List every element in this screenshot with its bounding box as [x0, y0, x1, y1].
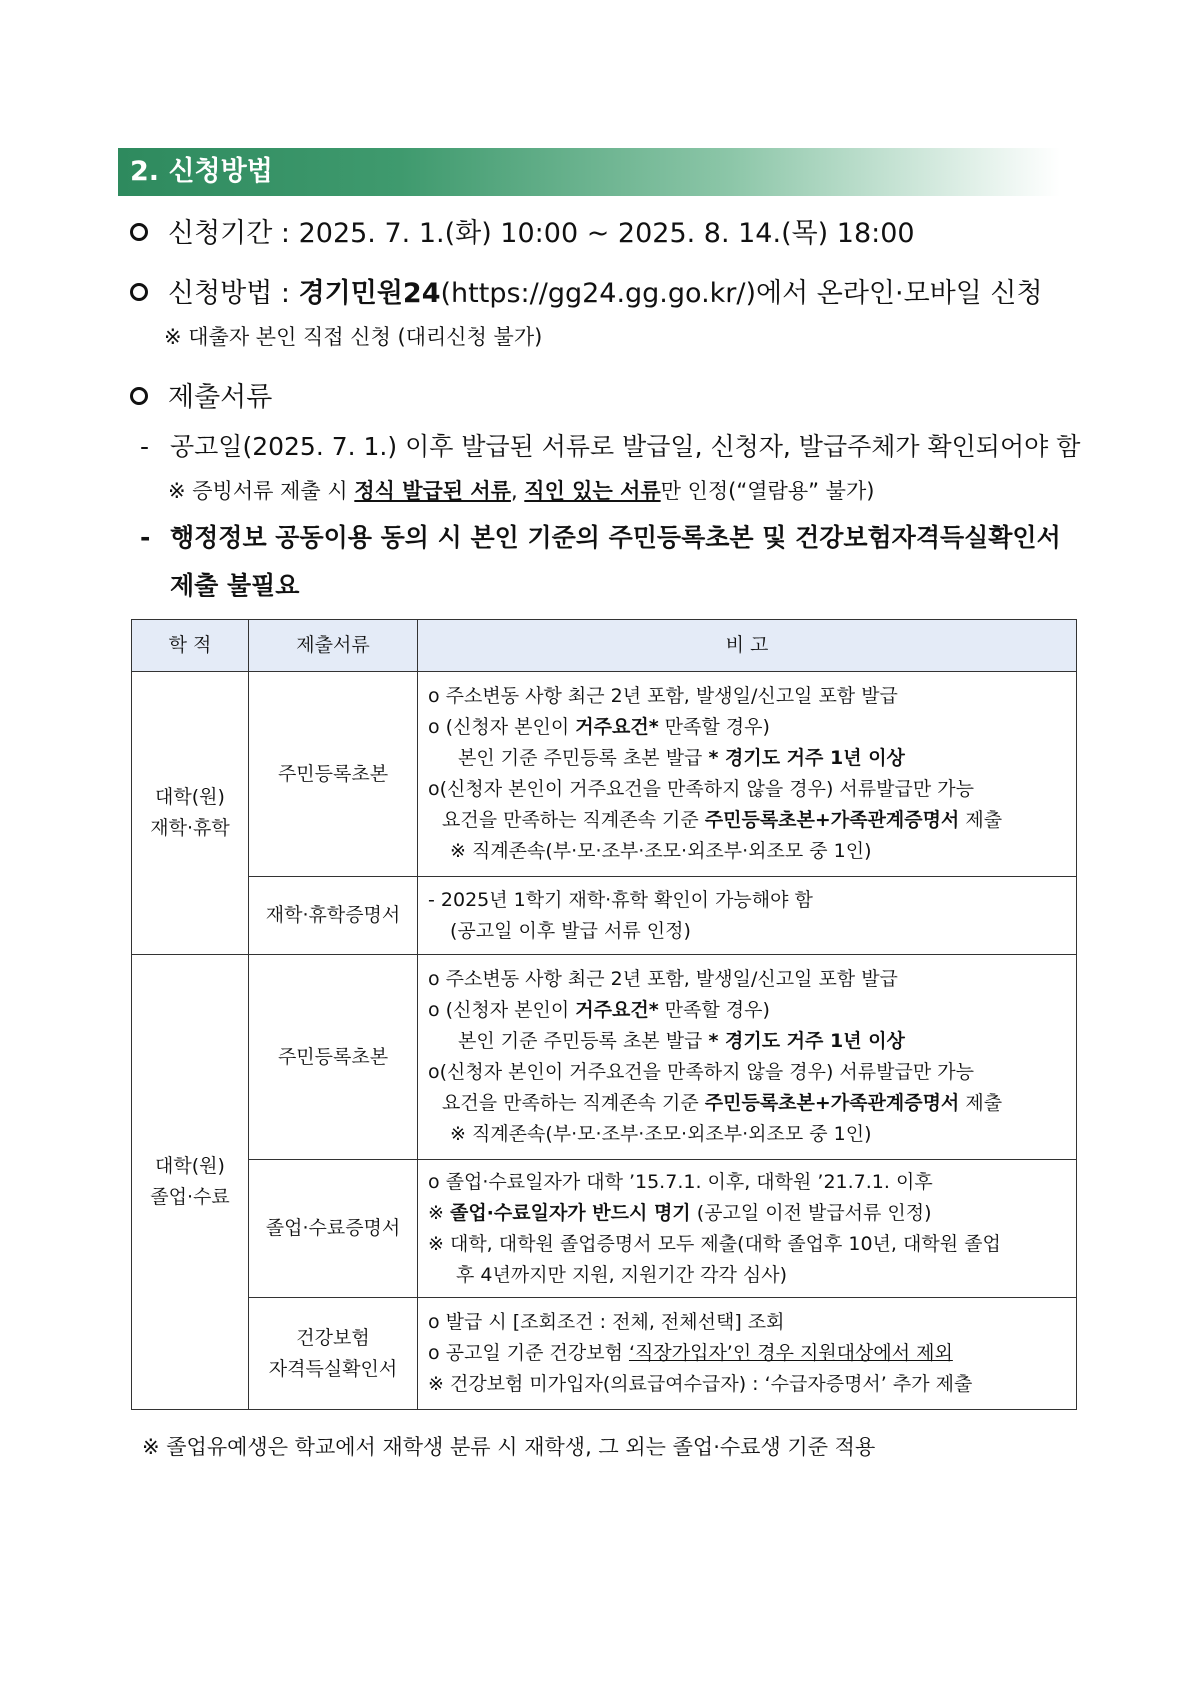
remark-part: o (신청자 본인이	[428, 716, 576, 738]
remarks-cell	[418, 955, 1077, 1160]
remark-line	[428, 1338, 1066, 1369]
remark-line	[428, 995, 1066, 1026]
remark-underlined: ‘직장가입자’인 경우 지원대상에서 제외	[628, 1342, 953, 1364]
doc-cell: 주민등록초본	[249, 672, 418, 877]
dash-bullet: -	[140, 523, 151, 552]
remark-line: ※ 직계존속(부·모·조부·조모·외조부·외조모 중 1인)	[450, 1123, 872, 1145]
remark-line	[428, 712, 1066, 743]
period-line	[130, 216, 915, 252]
method-line	[130, 276, 1043, 312]
docs-section-label: 제출서류	[168, 382, 273, 413]
table-row	[132, 877, 1077, 955]
status-text: 졸업·수료	[150, 1186, 230, 1208]
docs-line-2-cont: 제출 불필요	[170, 571, 300, 600]
docs-section-line	[130, 380, 272, 416]
method-site-name: 경기민원24	[298, 278, 441, 309]
period-value: 2025. 7. 1.(화) 10:00 ~ 2025. 8. 14.(목) 18:00	[298, 218, 915, 249]
hollow-circle-bullet-icon	[130, 283, 148, 301]
docs-note	[168, 476, 874, 506]
remarks-cell	[418, 1160, 1077, 1298]
remark-line: (공고일 이후 발급 서류 인정)	[450, 919, 691, 942]
table-row	[132, 672, 1077, 877]
documents-table	[131, 619, 1077, 1410]
remark-line	[428, 1026, 1066, 1057]
remark-part: o 공고일 기준 건강보험	[428, 1342, 629, 1364]
remark-line: o 발급 시 [조회조건 : 전체, 전체선택] 조회	[428, 1311, 785, 1333]
table-row	[132, 955, 1077, 1160]
remark-part: 만족할 경우)	[658, 999, 770, 1021]
doc-cell	[249, 1298, 418, 1410]
remark-line: ※ 대학, 대학원 졸업증명서 모두 제출(대학 졸업후 10년, 대학원 졸업	[428, 1232, 1001, 1255]
footer-note: ※ 졸업유예생은 학교에서 재학생 분류 시 재학생, 그 외는 졸업·수료생 기준 적용	[142, 1435, 876, 1459]
hollow-circle-bullet-icon	[130, 387, 148, 405]
remarks-cell	[418, 672, 1077, 877]
hollow-circle-bullet-icon	[130, 223, 148, 241]
period-label: 신청기간	[168, 218, 273, 249]
remark-emphasis: 주민등록초본+가족관계증명서	[704, 809, 960, 831]
method-rest: (https://gg24.gg.go.kr/)에서 온라인·모바일 신청	[440, 278, 1043, 309]
docs-line-1-text: 공고일(2025. 7. 1.) 이후 발급된 서류로 발급일, 신청자, 발급주체가 확인되어야 함	[170, 432, 1081, 461]
remark-part: (공고일 이전 발급서류 인정)	[690, 1201, 932, 1224]
header-status: 학 적	[132, 620, 249, 672]
status-cell-graduated	[132, 955, 249, 1410]
dash-bullet: -	[140, 432, 150, 461]
remark-line: 후 4년까지만 지원, 지원기간 각각 심사)	[456, 1263, 788, 1286]
remark-emphasis: 거주요건*	[575, 999, 659, 1021]
status-text: 대학(원)	[155, 1155, 225, 1177]
remark-line	[428, 805, 1066, 836]
remark-line	[428, 1198, 1066, 1229]
remark-emphasis: * 경기도 거주 1년 이상	[708, 1030, 905, 1052]
docs-line-2-text: 행정정보 공동이용 동의 시 본인 기준의 주민등록초본 및 건강보험자격득실확인서	[170, 523, 1061, 552]
remark-part: 제출	[959, 1092, 1003, 1114]
remark-line: o 주소변동 사항 최근 2년 포함, 발생일/신고일 포함 발급	[428, 685, 898, 707]
docs-line-2	[140, 520, 1061, 556]
remark-line	[428, 743, 1066, 774]
method-sep: :	[272, 278, 299, 309]
doc-cell: 졸업·수료증명서	[249, 1160, 418, 1298]
remark-emphasis: 거주요건*	[575, 716, 659, 738]
section-title: 2. 신청방법	[130, 156, 273, 187]
method-note: ※ 대출자 본인 직접 신청 (대리신청 불가)	[164, 325, 543, 349]
remark-part: ※	[428, 1201, 450, 1224]
remark-part: 만족할 경우)	[658, 716, 770, 738]
docs-line-1	[140, 429, 1080, 465]
docs-note-part: ※ 증빙서류 제출 시	[168, 479, 355, 503]
remark-emphasis: 졸업·수료일자가 반드시 명기	[449, 1201, 691, 1224]
docs-note-part: ,	[510, 479, 525, 503]
remark-line: ※ 건강보험 미가입자(의료급여수급자) : ‘수급자증명서’ 추가 제출	[428, 1373, 973, 1395]
remark-part: 제출	[959, 809, 1003, 831]
status-text: 재학·휴학	[150, 817, 230, 839]
remark-line: o 주소변동 사항 최근 2년 포함, 발생일/신고일 포함 발급	[428, 968, 898, 990]
remark-line: o(신청자 본인이 거주요건을 만족하지 않을 경우) 서류발급만 가능	[428, 1061, 974, 1083]
status-cell-enrolled	[132, 672, 249, 955]
remark-emphasis: 주민등록초본+가족관계증명서	[704, 1092, 960, 1114]
header-remarks: 비 고	[418, 620, 1077, 672]
remark-line: o(신청자 본인이 거주요건을 만족하지 않을 경우) 서류발급만 가능	[428, 778, 974, 800]
docs-note-part: 만 인정(“열람용” 불가)	[660, 479, 875, 503]
doc-cell: 주민등록초본	[249, 955, 418, 1160]
remark-part: 본인 기준 주민등록 초본 발급	[458, 1030, 709, 1052]
remark-part: o (신청자 본인이	[428, 999, 576, 1021]
table-row	[132, 1160, 1077, 1298]
doc-cell: 재학·휴학증명서	[249, 877, 418, 955]
remarks-cell	[418, 1298, 1077, 1410]
remark-line	[428, 1088, 1066, 1119]
status-text: 대학(원)	[155, 786, 225, 808]
method-label: 신청방법	[168, 278, 273, 309]
doc-text: 자격득실확인서	[268, 1357, 398, 1380]
remark-line: - 2025년 1학기 재학·휴학 확인이 가능해야 함	[428, 888, 813, 911]
period-sep: :	[272, 218, 299, 249]
doc-text: 건강보험	[296, 1326, 370, 1349]
remark-line: ※ 직계존속(부·모·조부·조모·외조부·외조모 중 1인)	[450, 840, 872, 862]
remark-part: 본인 기준 주민등록 초본 발급	[458, 747, 709, 769]
docs-note-sealed: 직인 있는 서류	[524, 479, 661, 503]
remark-part: 요건을 만족하는 직계존속 기준	[442, 809, 705, 831]
remarks-cell	[418, 877, 1077, 955]
remark-part: 요건을 만족하는 직계존속 기준	[442, 1092, 705, 1114]
header-documents: 제출서류	[249, 620, 418, 672]
remark-line: o 졸업·수료일자가 대학 ’15.7.1. 이후, 대학원 ’21.7.1. 이후	[428, 1170, 933, 1193]
table-header-row	[132, 620, 1077, 672]
table-row	[132, 1298, 1077, 1410]
docs-note-official: 정식 발급된 서류	[354, 479, 511, 503]
remark-emphasis: * 경기도 거주 1년 이상	[708, 747, 905, 769]
